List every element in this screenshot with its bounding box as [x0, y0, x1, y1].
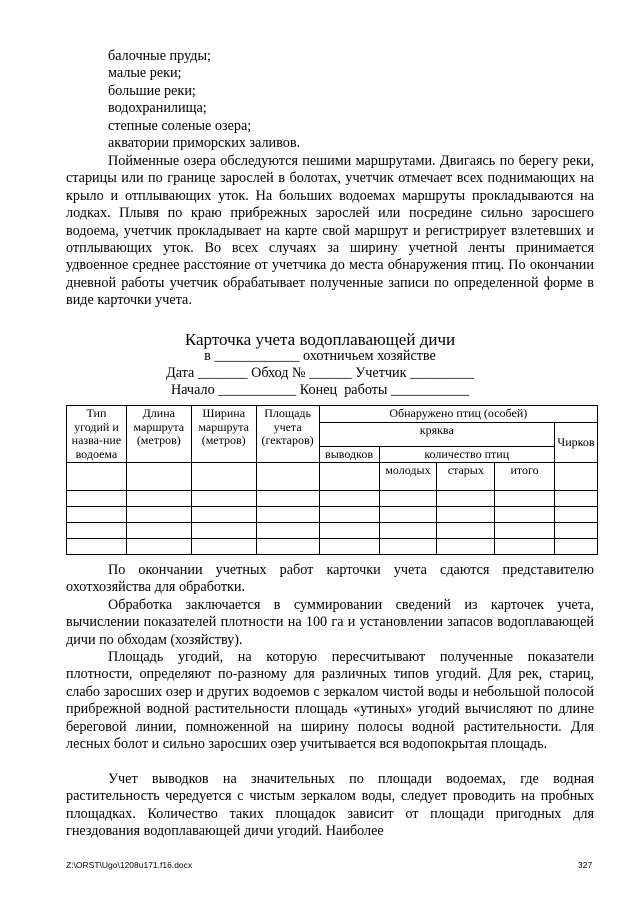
header-width: Ширина маршрута (метров)	[191, 406, 256, 463]
header-area: Площадь учета (гектаров)	[256, 406, 319, 463]
header-type: Тип угодий и назва-ние водоема	[67, 406, 127, 463]
paragraph-text: Пойменные озера обследуются пешими маршрутами. Двигаясь по берегу реки, старицы или по границе зарослей в болотах, учетчик отмечает всех поднимающих на крыло и отплывающих уток. На больших водоемах маршруты прокладываются на лодках. Плывя по краю прибрежных зарослей или посредине сильно заросшего водоема, учетчик прокладывает на карте свой маршрут и регистрирует взлетевших и отплывающих уток. Во всех случаях за ширину учетной ленты принимается удвоенное среднее расстояние от учетчика до места обнаружения птиц. По окончании дневной работы учетчик обрабатывает полученные записи по определенной форме в виде карточки учета.	[66, 153, 594, 309]
waterfowl-count-table	[66, 405, 598, 555]
paragraph-area-calculation	[66, 649, 594, 753]
list-item: акватории приморских заливов.	[108, 135, 301, 152]
table-row	[67, 507, 598, 523]
list-item: балочные пруды;	[108, 48, 211, 64]
header-mallard: кряква	[319, 422, 554, 446]
header-old: старых	[437, 463, 495, 491]
paragraph-processing	[66, 597, 594, 649]
header-young: молодых	[379, 463, 437, 491]
paragraph-text: Обработка заключается в суммировании сведений из карточек учета, вычислении показателей плотности на 100 га и установлении запасов водоплавающей дичи по обходам (хозяйству).	[66, 597, 594, 648]
header-total: итого	[495, 463, 555, 491]
card-date-line: Дата _______ Обход № ______ Учетчик _________	[166, 365, 474, 381]
paragraph-floodplain-lakes	[66, 153, 594, 310]
card-farm-line: в ____________ охотничьем хозяйстве	[204, 348, 436, 364]
header-broods: выводков	[319, 446, 379, 463]
page-number: 327	[578, 860, 593, 870]
footer-file-path: Z:\ORST\Ugo\1208u171.f16.docx	[66, 860, 193, 870]
table-row	[67, 523, 598, 539]
table-row	[67, 491, 598, 507]
list-item: большие реки;	[108, 82, 196, 99]
header-length: Длина маршрута (метров)	[126, 406, 191, 463]
paragraph-text: Учет выводков на значительных по площади водоемах, где водная растительность чередуется с чистым зеркалом воды, следует проводить на пробных площадках. Количество таких площадок зависит от площади пригодных для гнездования водоплавающей дичи угодий. Наиболее	[66, 771, 594, 840]
paragraph-cards-submitted	[66, 562, 594, 597]
header-found: Обнаружено птиц (особей)	[319, 406, 597, 423]
list-item: водохранилища;	[108, 100, 207, 117]
list-item: малые реки;	[108, 65, 182, 82]
reservoir-type-list	[108, 48, 594, 152]
card-title: Карточка учета водоплавающей дичи	[184, 330, 456, 349]
paragraph-text: Площадь угодий, на которую пересчитывают полученные показатели плотности, определяют по-разному для различных типов угодий. Для рек, стариц, слабо заросших озер и других водоемов с зеркалом чистой воды и небольшой полосой прибрежной водной растительности площадь «утиных» угодий вычисляют по длине береговой линии, помноженной на ширину полосы водной растительности. Для лесных болот и сильно заросших озер учитывается вся водопокрытая площадь.	[66, 649, 594, 753]
paragraph-brood-count	[66, 771, 594, 841]
table-row	[67, 539, 598, 555]
header-count: количество птиц	[379, 446, 554, 463]
list-item: степные соленые озера;	[108, 117, 252, 134]
card-time-line: Начало ___________ Конец работы ___________	[170, 382, 470, 398]
paragraph-text: По окончании учетных работ карточки учета сдаются представителю охотхозяйства для обработки.	[66, 562, 594, 596]
header-teal: Чирков	[554, 422, 597, 463]
